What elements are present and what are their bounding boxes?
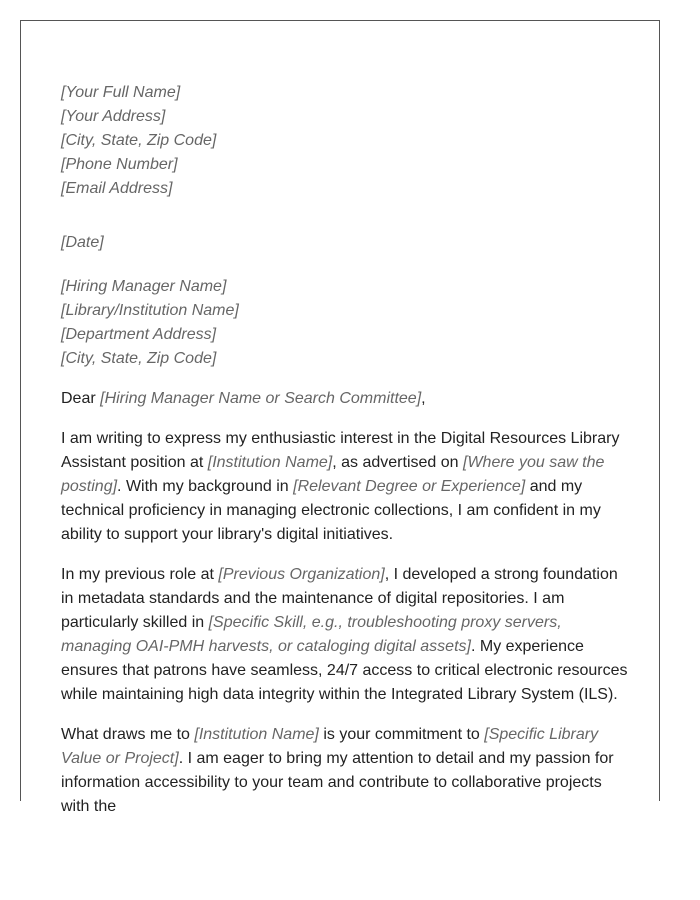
recipient-manager: [Hiring Manager Name] bbox=[61, 278, 227, 295]
letter-date: [Date] bbox=[61, 234, 104, 251]
salutation: Dear [Hiring Manager Name or Search Committee], bbox=[61, 390, 426, 407]
paragraph-3: What draws me to [Institution Name] is your commitment to [Specific Library Value or Project]. I am eager to bring my attention to detail and my passion for information accessibility to your team and contribute to collaborative projects with the bbox=[61, 726, 614, 815]
paragraph-1: I am writing to express my enthusiastic interest in the Digital Resources Library Assistant position at [Institution Name], as advertised on [Where you saw the posting]. With my background in [Relevant Degree or Experience] and my technical proficiency in managing electronic collections, I am confident in my ability to support your library's digital initiatives. bbox=[61, 430, 620, 543]
letter-page bbox=[20, 20, 660, 815]
sender-full-name: [Your Full Name] bbox=[61, 84, 181, 101]
sender-phone: [Phone Number] bbox=[61, 156, 178, 173]
recipient-department-address: [Department Address] bbox=[61, 326, 217, 343]
sender-block bbox=[61, 81, 631, 201]
sender-address: [Your Address] bbox=[61, 108, 166, 125]
letter-content bbox=[61, 81, 631, 835]
sender-email: [Email Address] bbox=[61, 180, 173, 197]
recipient-city-state-zip: [City, State, Zip Code] bbox=[61, 350, 217, 367]
recipient-block bbox=[61, 275, 631, 371]
paragraph-2: In my previous role at [Previous Organization], I developed a strong foundation in metadata standards and the maintenance of digital repositories. I am particularly skilled in [Specific Skill, e.g., troubleshooting proxy servers, managing OAI-PMH harvests, or cataloging digital assets]. My experience ensures that patrons have seamless, 24/7 access to critical electronic resources while maintaining high data integrity within the Integrated Library System (ILS). bbox=[61, 566, 628, 703]
recipient-institution: [Library/Institution Name] bbox=[61, 302, 239, 319]
sender-city-state-zip: [City, State, Zip Code] bbox=[61, 132, 217, 149]
